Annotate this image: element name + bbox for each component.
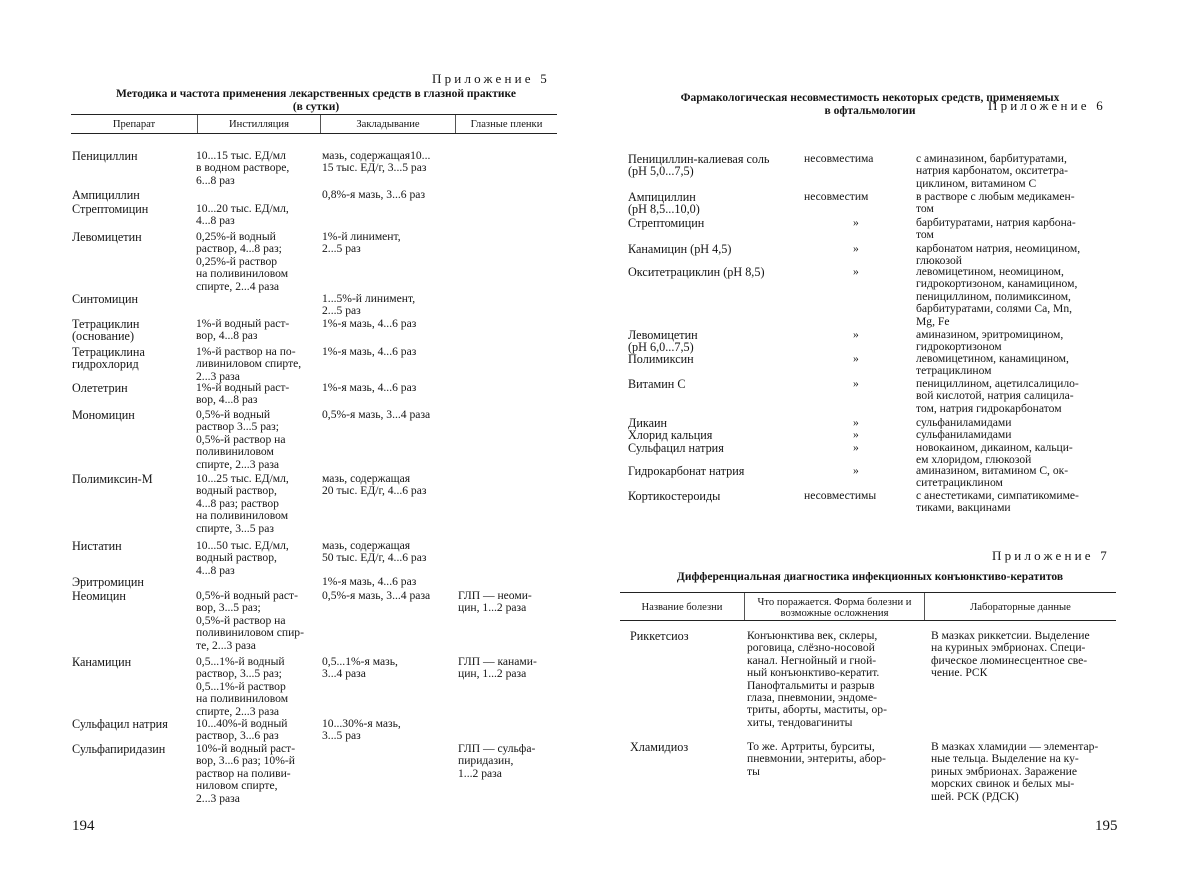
col-header-ointment: Закладывание <box>356 119 420 130</box>
col-header-lesion: Что поражается. Форма болезни и возможные осложнения <box>757 597 912 619</box>
incompatible-with: пенициллином, ацетилсалицило- вой кислотой, натрия салицила- том, натрия гидрокарбонатом <box>916 377 1079 415</box>
incompatible-with: с анестетиками, симпатикомиме- тиками, вакцинами <box>916 489 1079 515</box>
incompatible-with: аминазином, эритромицином, гидрокортизоном <box>916 328 1064 354</box>
incompatible-with: аминазином, витамином С, ок- ситетрациклином <box>916 464 1069 490</box>
drug-name: Канамицин (рН 4,5) <box>628 242 732 256</box>
right-page <box>600 0 1200 888</box>
appendix-6-title: Приложение 6 <box>988 98 1106 113</box>
incompatibility-status: » <box>853 416 859 429</box>
drug-name: Тетрациклина гидрохлорид <box>72 345 145 372</box>
instillation-cell: 10...50 тыс. ЕД/мл, водный раствор, 4...8 раз <box>196 539 289 577</box>
incompatible-with: в растворе с любым медикамен- том <box>916 190 1075 216</box>
incompatible-with: левомицетином, неомицином, гидрокортизоном, канамицином, пенициллином, полимиксином, барбитуратами, солями Са, Mn, Mg, Fe <box>916 265 1078 328</box>
incompatibility-status: » <box>853 242 859 255</box>
incompatibility-status: » <box>853 328 859 341</box>
appendix-7-heading: Дифференциальная диагностика инфекционных конъюнктиво-кератитов <box>676 571 1064 583</box>
instillation-cell: 0,5%-й водный раст- вор, 3...5 раз; 0,5%-й раствор на поливиниловом спир- те, 2...3 раза <box>196 589 304 652</box>
drug-name: Сульфацил натрия <box>628 441 724 455</box>
instillation-cell: 0,5%-й водный раствор 3...5 раз; 0,5%-й раствор на поливиниловом спирте, 2...3 раза <box>196 408 286 471</box>
lesion-cell: То же. Артриты, бурситы, пневмонии, энтериты, абор- ты <box>747 740 886 778</box>
ointment-cell: мазь, содержащая10... 15 тыс. ЕД/г, 3...5 раз <box>322 149 431 175</box>
drug-name: Стрептомицин <box>72 202 149 216</box>
col-header-instillation: Инстилляция <box>229 119 289 130</box>
lab-data-cell: В мазках риккетсии. Выделение на куриных эмбрионах. Специ- фическое люминесцентное све- чение. РСК <box>931 629 1090 680</box>
ointment-cell: 1%-я мазь, 4...6 раз <box>322 381 417 394</box>
ointment-cell: мазь, содержащая 50 тыс. ЕД/г, 4...6 раз <box>322 539 427 565</box>
page-number: 194 <box>72 818 95 834</box>
lab-data-cell: В мазках хламидии — элементар- ные тельца. Выделение на ку- риных эмбрионах. Заражение морских свинок и белых мы- шей. РСК (РДСК) <box>931 740 1099 803</box>
disease-name: Хламидиоз <box>630 740 689 754</box>
instillation-cell: 1%-й водный раст- вор, 4...8 раз <box>196 381 290 407</box>
ointment-cell: 1%-я мазь, 4...6 раз <box>322 345 417 358</box>
incompatible-with: левомицетином, канамицином, тетрациклином <box>916 352 1069 378</box>
instillation-cell: 10...40%-й водный раствор, 3...6 раз <box>196 717 288 743</box>
appendix-6-heading: Фармакологическая несовместимость некоторых средств, применяемых в офтальмологии <box>680 92 1060 117</box>
col-header-lab: Лабораторные данные <box>970 602 1071 613</box>
drug-name: Олететрин <box>72 381 128 395</box>
drug-name: Сульфапиридазин <box>72 742 166 756</box>
appendix-5-title: Приложение 5 <box>432 71 550 86</box>
drug-name: Ампициллин <box>72 188 140 202</box>
drug-name: Ампициллин (рН 8,5...10,0) <box>628 190 700 217</box>
incompatible-with: новокаином, дикаином, кальци- ем хлоридом, глюкозой <box>916 441 1073 467</box>
ointment-cell: 1...5%-й линимент, 2...5 раз <box>322 292 416 318</box>
drug-name: Пенициллин-калиевая соль (рН 5,0...7,5) <box>628 152 770 179</box>
drug-name: Полимиксин <box>628 352 694 366</box>
incompatible-with: сульфаниламидами <box>916 416 1012 429</box>
drug-name: Канамицин <box>72 655 132 669</box>
appendix-7-title: Приложение 7 <box>992 548 1110 563</box>
instillation-cell: 10...20 тыс. ЕД/мл, 4...8 раз <box>196 202 289 228</box>
eye-film-cell: ГЛП — сульфа- пиридазин, 1...2 раза <box>458 742 536 780</box>
appendix-5-heading: Методика и частота применения лекарственных средств в глазной практике (в сутки) <box>116 88 516 113</box>
ointment-cell: 0,5%-я мазь, 3...4 раза <box>322 408 431 421</box>
eye-film-cell: ГЛП — неоми- цин, 1...2 раза <box>458 589 532 615</box>
drug-name: Гидрокарбонат натрия <box>628 464 745 478</box>
drug-name: Окситетрациклин (рН 8,5) <box>628 265 765 279</box>
incompatible-with: сульфаниламидами <box>916 428 1012 441</box>
drug-name: Нистатин <box>72 539 122 553</box>
drug-name: Эритромицин <box>72 575 144 589</box>
drug-name: Кортикостероиды <box>628 489 721 503</box>
page-number: 195 <box>1095 818 1118 834</box>
col-header-drug: Препарат <box>112 119 156 130</box>
instillation-cell: 0,25%-й водный раствор, 4...8 раз; 0,25%-й раствор на поливиниловом спирте, 2...4 раза <box>196 230 289 293</box>
incompatibility-status: » <box>853 428 859 441</box>
incompatible-with: с аминазином, барбитуратами, натрия карбонатом, окситетра- циклином, витамином С <box>916 152 1068 190</box>
instillation-cell: 10...25 тыс. ЕД/мл, водный раствор, 4...8 раз; раствор на поливиниловом спирте, 3...5 раз <box>196 472 289 535</box>
lesion-cell: Конъюнктива век, склеры, роговица, слёзно-носовой канал. Негнойный и гной- ный конъюнктиво-кератит. Панофтальмиты и разрыв глаза, пневмонии, эндоме- триты, аборты, маститы, ор- хиты, тендовагиниты <box>747 629 887 729</box>
col-header-disease: Название болезни <box>641 602 723 613</box>
disease-name: Риккетсиоз <box>630 629 689 643</box>
instillation-cell: 10%-й водный раст- вор, 3...6 раз; 10%-й раствор на поливи- ниловом спирте, 2...3 раза <box>196 742 296 805</box>
incompatibility-status: » <box>853 216 859 229</box>
drug-name: Синтомицин <box>72 292 139 306</box>
incompatible-with: карбонатом натрия, неомицином, глюкозой <box>916 242 1081 268</box>
incompatibility-status: несовместимы <box>804 489 877 502</box>
instillation-cell: 1%-й водный раст- вор, 4...8 раз <box>196 317 290 343</box>
ointment-cell: 1%-я мазь, 4...6 раз <box>322 575 417 588</box>
table-header-rule <box>71 133 557 134</box>
table7-top-rule <box>620 592 1116 593</box>
table7-header-rule <box>620 620 1116 621</box>
eye-film-cell: ГЛП — канами- цин, 1...2 раза <box>458 655 537 681</box>
drug-name: Левомицетин <box>72 230 142 244</box>
ointment-cell: 1%-я мазь, 4...6 раз <box>322 317 417 330</box>
drug-name: Левомицетин (рН 6,0...7,5) <box>628 328 698 355</box>
ointment-cell: мазь, содержащая 20 тыс. ЕД/г, 4...6 раз <box>322 472 427 498</box>
instillation-cell: 10...15 тыс. ЕД/мл в водном растворе, 6...8 раз <box>196 149 290 187</box>
incompatibility-status: » <box>853 464 859 477</box>
incompatibility-status: несовместим <box>804 190 869 203</box>
drug-name: Хлорид кальция <box>628 428 713 442</box>
instillation-cell: 1%-й раствор на по- ливиниловом спирте, 2...3 раза <box>196 345 302 383</box>
drug-name: Неомицин <box>72 589 126 603</box>
ointment-cell: 10...30%-я мазь, 3...5 раз <box>322 717 401 743</box>
ointment-cell: 0,5...1%-я мазь, 3...4 раза <box>322 655 398 681</box>
incompatibility-status: » <box>853 265 859 278</box>
incompatible-with: барбитуратами, натрия карбона- том <box>916 216 1076 242</box>
incompatibility-status: несовместима <box>804 152 874 165</box>
drug-name: Тетрациклин (основание) <box>72 317 140 344</box>
incompatibility-status: » <box>853 377 859 390</box>
drug-name: Пенициллин <box>72 149 138 163</box>
table-top-rule <box>71 114 557 115</box>
drug-name: Дикаин <box>628 416 668 430</box>
col-header-film: Глазные пленки <box>470 119 543 130</box>
drug-name: Стрептомицин <box>628 216 705 230</box>
incompatibility-status: » <box>853 352 859 365</box>
drug-name: Витамин С <box>628 377 686 391</box>
drug-name: Мономицин <box>72 408 135 422</box>
ointment-cell: 1%-й линимент, 2...5 раз <box>322 230 401 256</box>
instillation-cell: 0,5...1%-й водный раствор, 3...5 раз; 0,5...1%-й раствор на поливиниловом спирте, 2...3 раза <box>196 655 289 718</box>
drug-name: Сульфацил натрия <box>72 717 168 731</box>
incompatibility-status: » <box>853 441 859 454</box>
ointment-cell: 0,5%-я мазь, 3...4 раза <box>322 589 431 602</box>
ointment-cell: 0,8%-я мазь, 3...6 раз <box>322 188 426 201</box>
drug-name: Полимиксин-М <box>72 472 153 486</box>
